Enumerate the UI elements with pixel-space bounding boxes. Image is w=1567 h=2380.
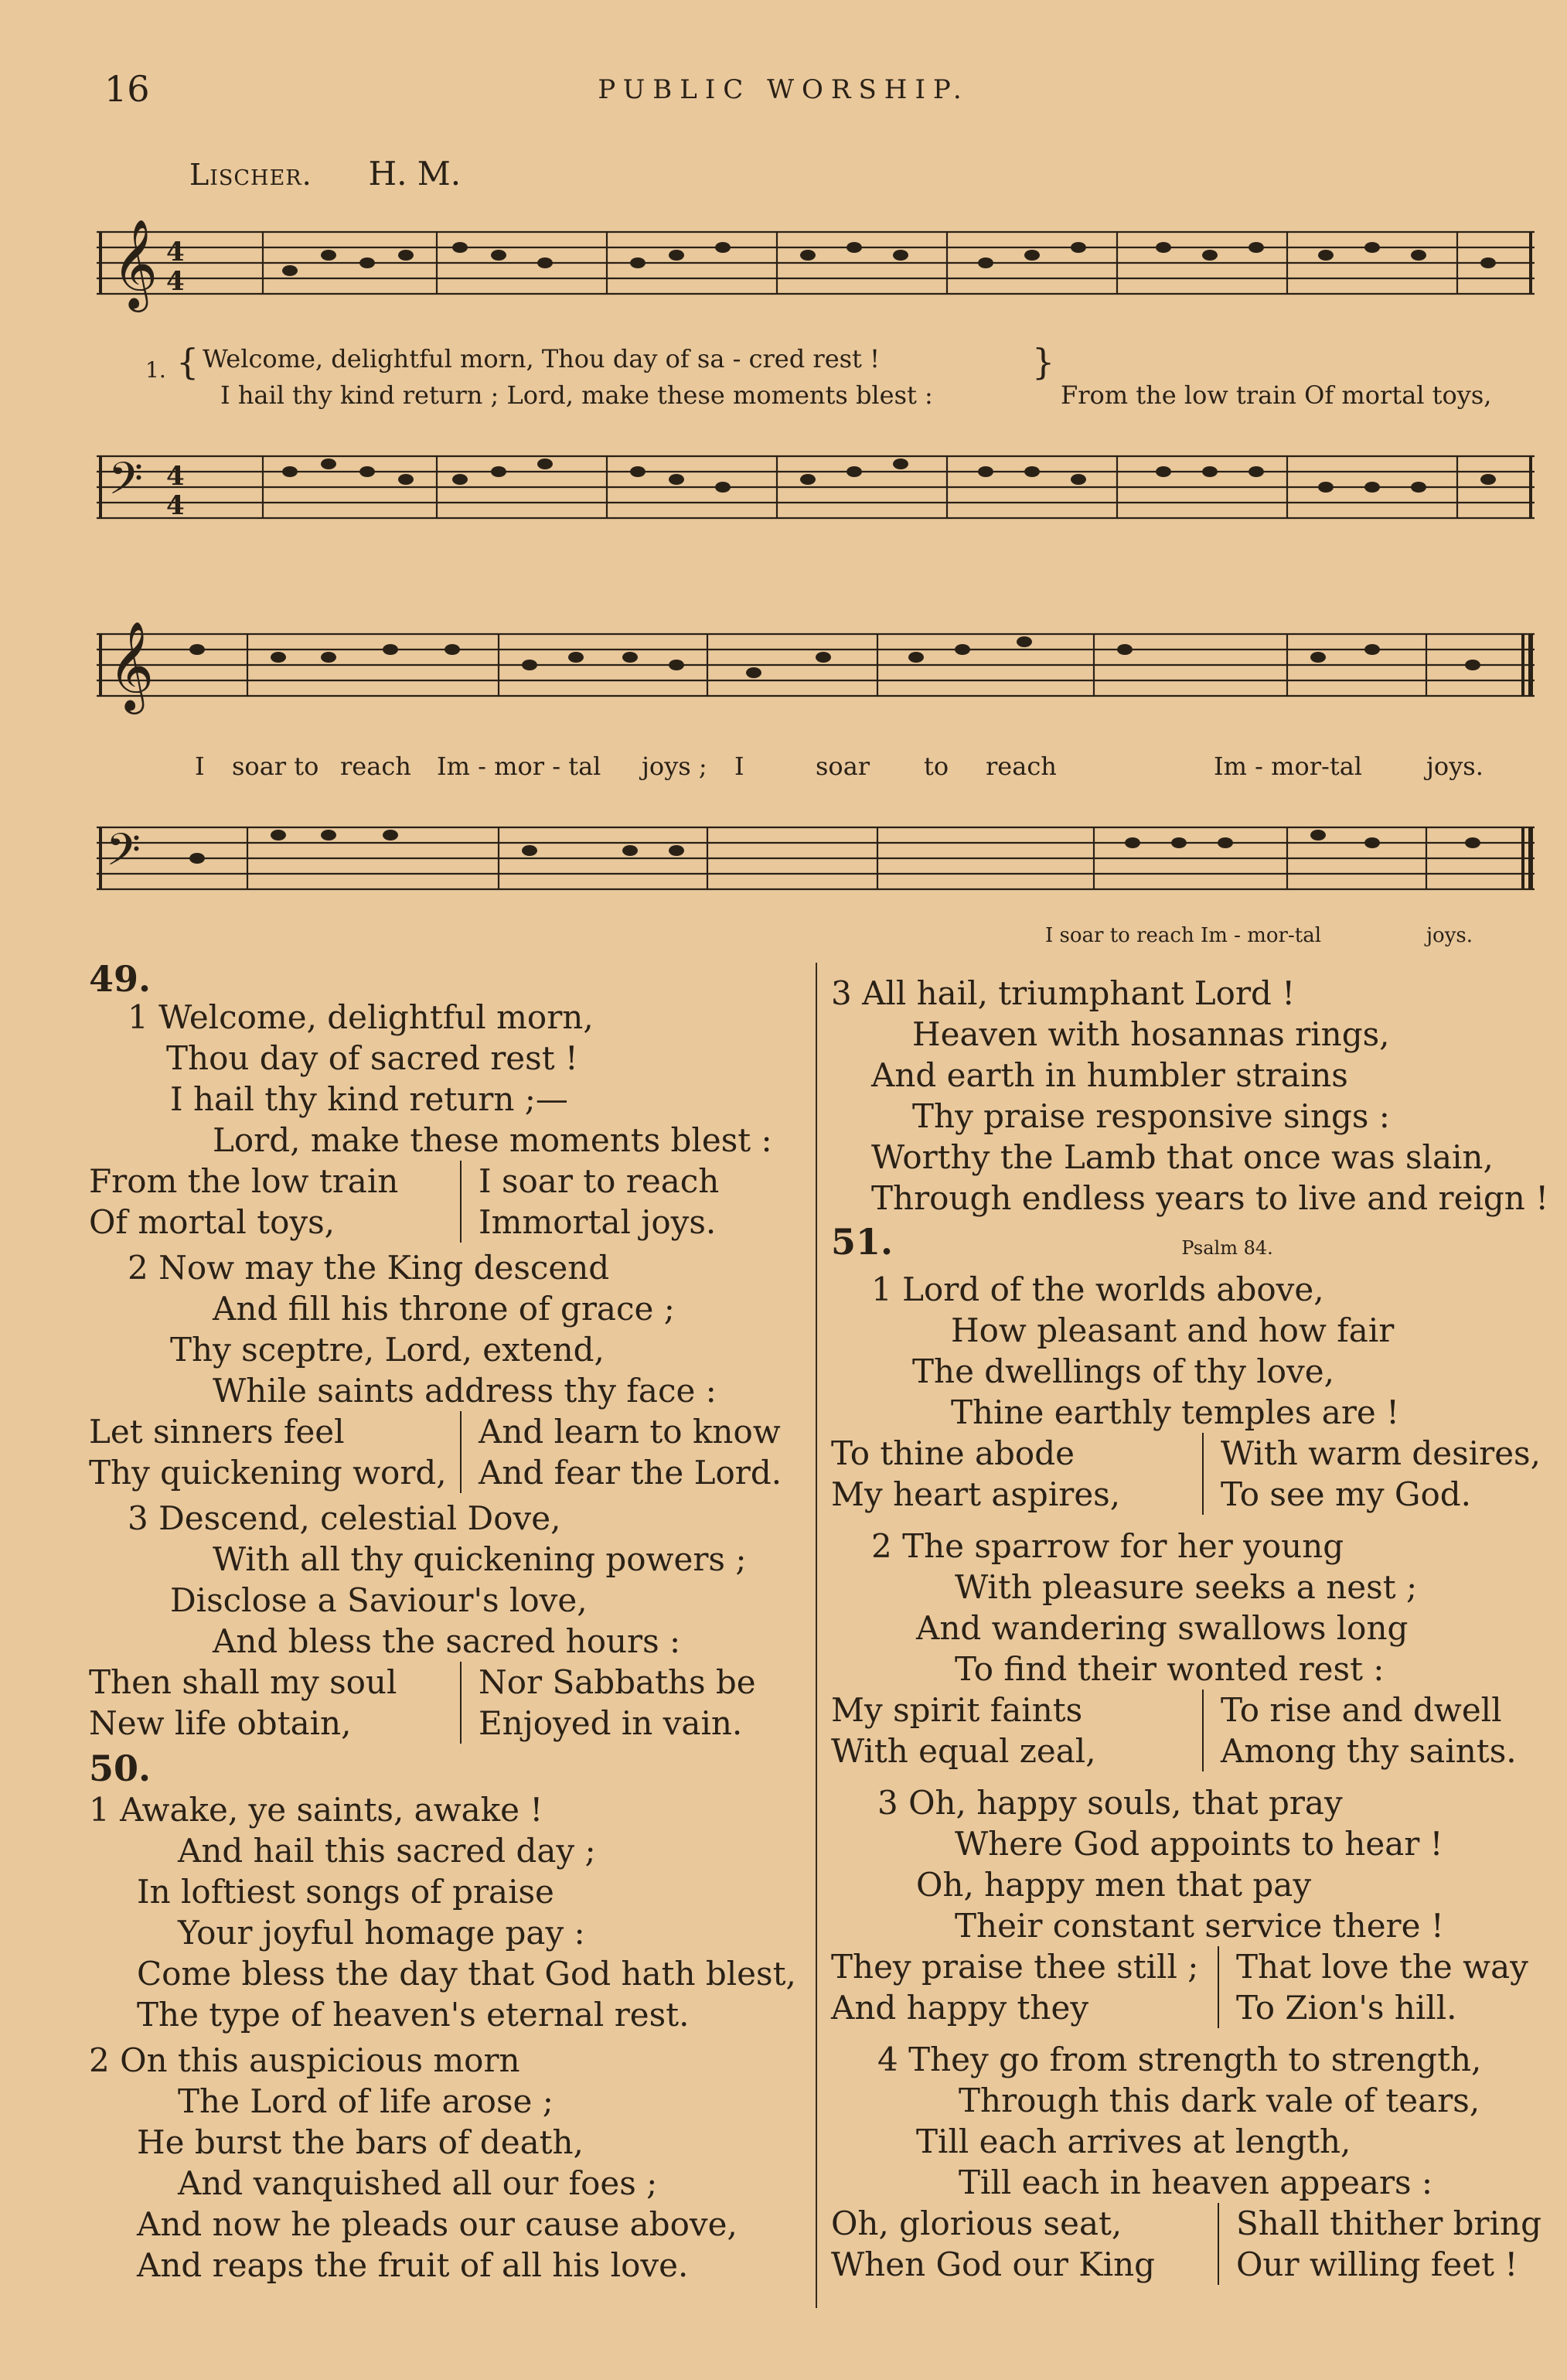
refrain-left-line: From the low train [89,1162,399,1200]
bass-staff-system-1 [97,437,1535,553]
refrain-left-line: To thine abode [831,1434,1075,1472]
svg-text:4: 4 [166,461,185,492]
hymn-49-stanza-3 [89,1498,808,1744]
psalm-reference: Psalm 84. [1181,1237,1273,1259]
lyric-line-2-word-3: reach [340,752,411,781]
verse-line: Their constant service there ! [955,1907,1444,1945]
refrain-left-line: New life obtain, [89,1704,352,1742]
verse-line: 1 Lord of the worlds above, [871,1270,1324,1308]
verse-line: 2 The sparrow for her young [871,1527,1344,1565]
verse-line: I hail thy kind return ;— [170,1080,568,1118]
verse-line: 3 Oh, happy souls, that pray [877,1784,1343,1822]
verse-line: The Lord of life arose ; [178,2082,554,2120]
lyric-line-2-word-2: soar to [232,752,319,781]
verse-line: Worthy the Lamb that once was slain, [871,1138,1494,1176]
svg-text:𝄢: 𝄢 [108,452,144,516]
verse-line: To find their wonted rest : [955,1650,1385,1688]
verse-line: With pleasure seeks a nest ; [955,1568,1418,1606]
lyric-line-2-word-11: joys. [1426,752,1484,781]
verse-line: Till each arrives at length, [916,2123,1351,2160]
verse-line: Through endless years to live and reign ! [871,1179,1549,1217]
bass-lyric: I soar to reach Im - mor-tal [1045,924,1322,947]
treble-staff-system-2 [97,615,1535,731]
verse-line: And bless the sacred hours : [213,1622,681,1660]
page-number: 16 [104,68,150,110]
refrain-left-line: Let sinners feel [89,1413,345,1451]
refrain-right-line: To Zion's hill. [1236,1989,1457,2027]
verse-line: 1 Welcome, delightful morn, [128,998,594,1036]
refrain-right-line: And learn to know [479,1413,781,1451]
verse-line: Your joyful homage pay : [178,1914,585,1952]
verse-line: 1 Awake, ye saints, awake ! [89,1791,543,1829]
lyric-line-2-word-9: reach [986,752,1057,781]
verse-line: Thine earthly temples are ! [951,1393,1400,1431]
verse-line: 2 On this auspicious morn [89,2041,520,2079]
verse-line: And hail this sacred day ; [178,1832,596,1870]
verse-line: Where God appoints to hear ! [955,1825,1443,1863]
refrain-left-line: When God our King [831,2245,1156,2283]
hymn-number-49: 49. [89,958,152,1000]
left-column [89,959,808,2286]
refrain-right-line: To rise and dwell [1221,1691,1502,1729]
refrain-right-line: Enjoyed in vain. [479,1704,743,1742]
tune-heading [189,155,461,193]
refrain-right-line: That love the way [1236,1948,1528,1986]
refrain-right-line: Our willing feet ! [1236,2245,1518,2283]
lyric-line-2-word-4: Im - mor - tal [437,752,601,781]
refrain-left-line: They praise thee still ; [831,1948,1199,1986]
verse-line: 4 They go from strength to strength, [877,2041,1482,2078]
refrain-left-line: Then shall my soul [89,1663,397,1701]
refrain-split [89,1411,808,1493]
hymn-50-stanza-2 [89,2040,808,2286]
lyric-line-2-word-8: to [924,752,949,781]
hymn-number-51: 51. [831,1221,894,1263]
bass-staff-system-2 [97,808,1535,924]
svg-text:4: 4 [166,266,185,297]
svg-text:𝄞: 𝄞 [108,620,155,711]
treble-staff-system-1 [97,213,1535,329]
verse-line: 2 Now may the King descend [128,1249,610,1287]
refrain-right-line: And fear the Lord. [479,1454,782,1492]
verse-number: 1. [145,357,166,383]
svg-text:𝄢: 𝄢 [106,823,141,887]
verse-line: Heaven with hosannas rings, [912,1015,1390,1053]
hymn-51-stanza-4 [831,2039,1550,2285]
verse-line: And reaps the fruit of all his love. [137,2246,689,2284]
verse-line: Oh, happy men that pay [916,1866,1312,1904]
verse-line: In loftiest songs of praise [137,1873,554,1911]
verse-line: Disclose a Saviour's love, [170,1581,588,1619]
refrain-split [831,2203,1550,2285]
lyric-line-1b: I hail thy kind return ; Lord, make these moments blest : [220,380,933,410]
verse-line: How pleasant and how fair [951,1311,1395,1349]
refrain-right-line: I soar to reach [479,1162,720,1200]
verse-line: And earth in humbler strains [871,1056,1348,1094]
verse-line: Till each in heaven appears : [959,2163,1433,2201]
verse-line: Come bless the day that God hath blest, [137,1955,796,1993]
refrain-right-line: With warm desires, [1221,1434,1541,1472]
hymn-51-stanza-2 [831,1526,1550,1771]
bass-lyric-end: joys. [1426,924,1473,947]
refrain-left-line: My spirit faints [831,1691,1083,1729]
refrain-split [831,1690,1550,1771]
lyric-line-1c: From the low train Of mortal toys, [1061,380,1492,410]
lyric-line-2-word-5: joys ; [642,752,707,781]
lyric-line-2-word-6: I [734,752,744,781]
hymn-number-50: 50. [89,1747,152,1789]
verse-line: And wandering swallows long [916,1609,1409,1647]
verse-line: And vanquished all our foes ; [178,2164,658,2202]
refrain-right-line: Nor Sabbaths be [479,1663,756,1701]
hymn-49-stanza-1 [89,997,808,1243]
verse-line: Lord, make these moments blest : [213,1121,772,1159]
verse-line: He burst the bars of death, [137,2123,584,2161]
verse-brace-right: } [1032,341,1055,383]
refrain-right-line: Among thy saints. [1221,1732,1517,1770]
svg-text:𝄞: 𝄞 [112,218,158,309]
lyric-line-2-word-10: Im - mor-tal [1214,752,1363,781]
refrain-left-line: Thy quickening word, [89,1454,447,1492]
svg-text:4: 4 [166,237,185,268]
lyric-line-1a: Welcome, delightful morn, Thou day of sa - cred rest ! [203,344,880,373]
hymn-51-stanza-1 [831,1269,1550,1515]
verse-line: 3 Descend, celestial Dove, [128,1499,561,1537]
tune-meter: H. M. [368,155,462,193]
verse-line: The dwellings of thy love, [912,1352,1334,1390]
refrain-right-line: Shall thither bring [1236,2204,1541,2242]
lyric-line-2-word-7: soar [816,752,870,781]
verse-line: 3 All hail, triumphant Lord ! [831,974,1296,1012]
refrain-split [831,1946,1550,2028]
refrain-left-line: My heart aspires, [831,1475,1121,1513]
verse-line: Thy praise responsive sings : [912,1097,1390,1135]
refrain-split [831,1433,1550,1515]
refrain-left-line: And happy they [831,1989,1089,2027]
refrain-right-line: Immortal joys. [479,1203,717,1241]
verse-line: While saints address thy face : [213,1372,717,1410]
verse-brace: { [176,341,199,383]
right-column [831,973,1550,2285]
refrain-left-line: Oh, glorious seat, [831,2204,1122,2242]
hymn-50-stanza-3 [831,973,1550,1219]
hymn-50-stanza-1 [89,1789,808,2035]
verse-line: And fill his throne of grace ; [213,1290,675,1328]
verse-line: Through this dark vale of tears, [959,2082,1480,2119]
refrain-split [89,1662,808,1744]
verse-line: The type of heaven's eternal rest. [137,1996,690,2034]
verse-line: Thy sceptre, Lord, extend, [170,1331,605,1369]
verse-line: With all thy quickening powers ; [213,1540,747,1578]
svg-text:4: 4 [166,490,185,521]
lyric-line-2-word-1: I [195,752,205,781]
verse-line: And now he pleads our cause above, [137,2205,738,2243]
hymn-51-heading [831,1222,1550,1269]
verse-line: Thou day of sacred rest ! [166,1039,578,1077]
running-head: PUBLIC WORSHIP. [598,74,969,105]
hymn-51-stanza-3 [831,1782,1550,2028]
refrain-split [89,1161,808,1243]
tune-name: Lischer. [189,158,312,192]
refrain-left-line: Of mortal toys, [89,1203,336,1241]
hymn-49-stanza-2 [89,1247,808,1493]
column-divider [816,963,817,2308]
refrain-left-line: With equal zeal, [831,1732,1096,1770]
refrain-right-line: To see my God. [1221,1475,1471,1513]
